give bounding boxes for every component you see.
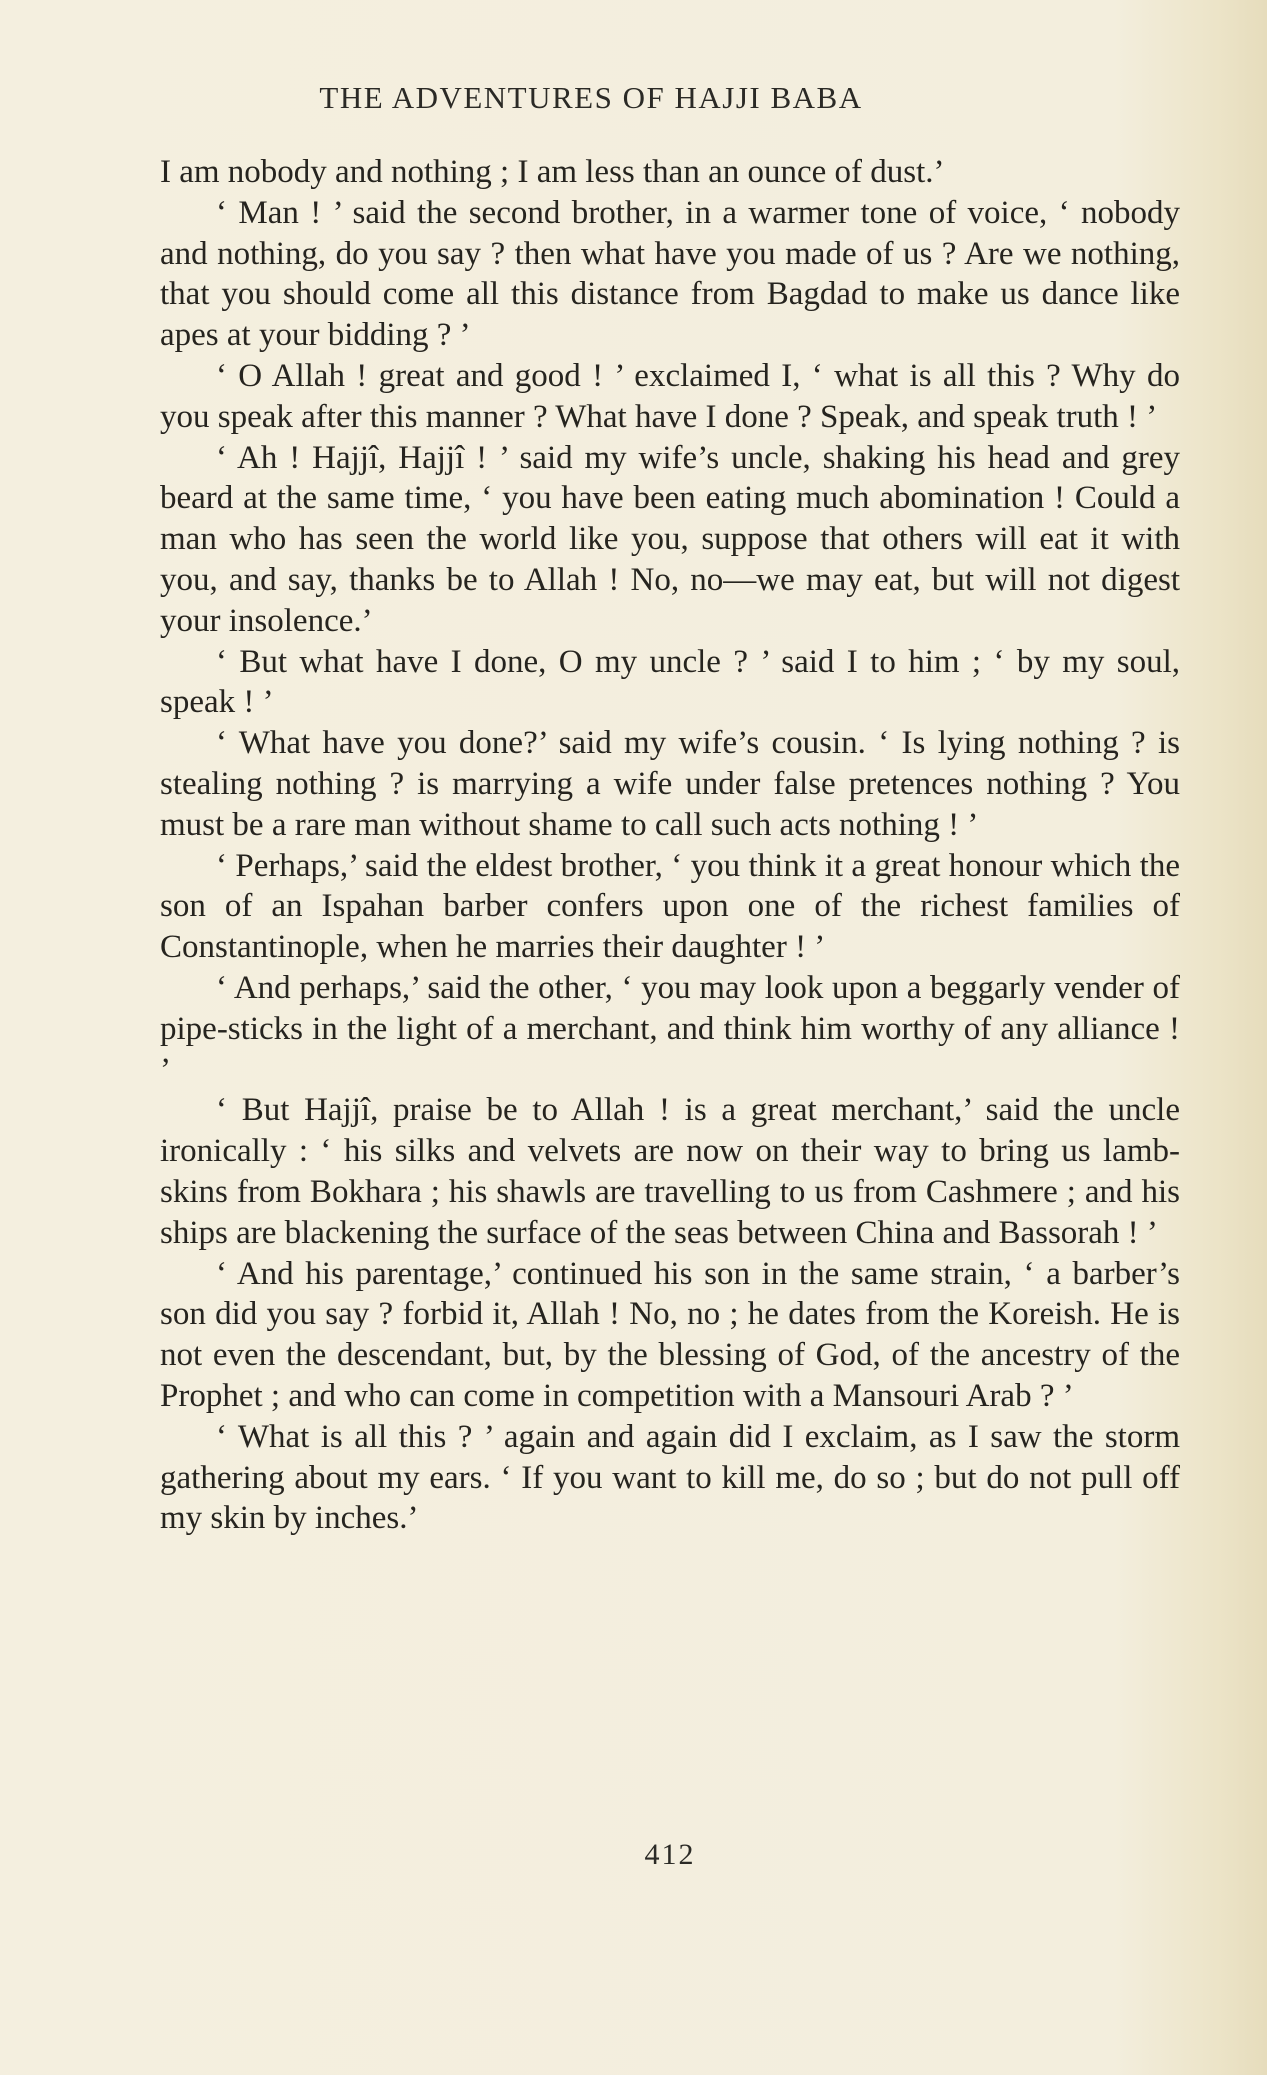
running-head: THE ADVENTURES OF HAJJI BABA xyxy=(319,80,863,115)
body-text xyxy=(160,152,1180,1539)
paragraph: ‘ What have you done?’ said my wife’s cousin. ‘ Is lying nothing ? is stealing nothing ? is marrying a wife under false pretences nothing ? You must be a rare man without shame to call such acts nothing ! ’ xyxy=(160,725,1180,843)
paragraph: ‘ And perhaps,’ said the other, ‘ you may look upon a beggarly vender of pipe-sticks in the light of a merchant, and think him worthy of any alliance ! ’ xyxy=(160,969,1180,1088)
paragraph: ‘ And his parentage,’ continued his son in the same strain, ‘ a barber’s son did you say ? forbid it, Allah ! No, no ; he dates from the Koreish. He is not even the descendant, but, by the blessing of God, of the ancestry of the Prophet ; and who can come in competition with a Mansouri Arab ? ’ xyxy=(160,1255,1180,1414)
paragraph: ‘ Ah ! Hajjî, Hajjî ! ’ said my wife’s uncle, shaking his head and grey beard at the same time, ‘ you have been eating much abomination ! Could a man who has seen the world like you, suppose that others will eat it with you, and say, thanks be to Allah ! No, no—we may eat, but will not digest your insolence.’ xyxy=(160,439,1180,639)
paragraph: ‘ What is all this ? ’ again and again did I exclaim, as I saw the storm gathering about my ears. ‘ If you want to kill me, do so ; but do not pull off my skin by inches.’ xyxy=(160,1418,1180,1537)
paragraph: ‘ Perhaps,’ said the eldest brother, ‘ you think it a great honour which the son of an Ispahan barber confers upon one of the richest families of Constantinople, when he marries their daughter ! ’ xyxy=(160,847,1180,966)
paragraph: ‘ But what have I done, O my uncle ? ’ said I to him ; ‘ by my soul, speak ! ’ xyxy=(160,643,1180,721)
page-number: 412 xyxy=(644,1838,696,1871)
paragraph: I am nobody and nothing ; I am less than an ounce of dust.’ xyxy=(160,154,945,190)
paragraph: ‘ O Allah ! great and good ! ’ exclaimed I, ‘ what is all this ? Why do you speak after this manner ? What have I done ? Speak, and speak truth ! ’ xyxy=(160,357,1180,435)
paragraph: ‘ But Hajjî, praise be to Allah ! is a great merchant,’ said the uncle ironically : ‘ his silks and velvets are now on their way to bring us lamb-skins from Bokhara ; his shawls are travelling to us from Cashmere ; and his ships are blackening the surface of the seas between China and Bassorah ! ’ xyxy=(160,1092,1180,1251)
paragraph: ‘ Man ! ’ said the second brother, in a warmer tone of voice, ‘ nobody and nothing, do you say ? then what have you made of us ? Are we nothing, that you should come all this distance from Bagdad to make us dance like apes at your bidding ? ’ xyxy=(160,194,1180,354)
